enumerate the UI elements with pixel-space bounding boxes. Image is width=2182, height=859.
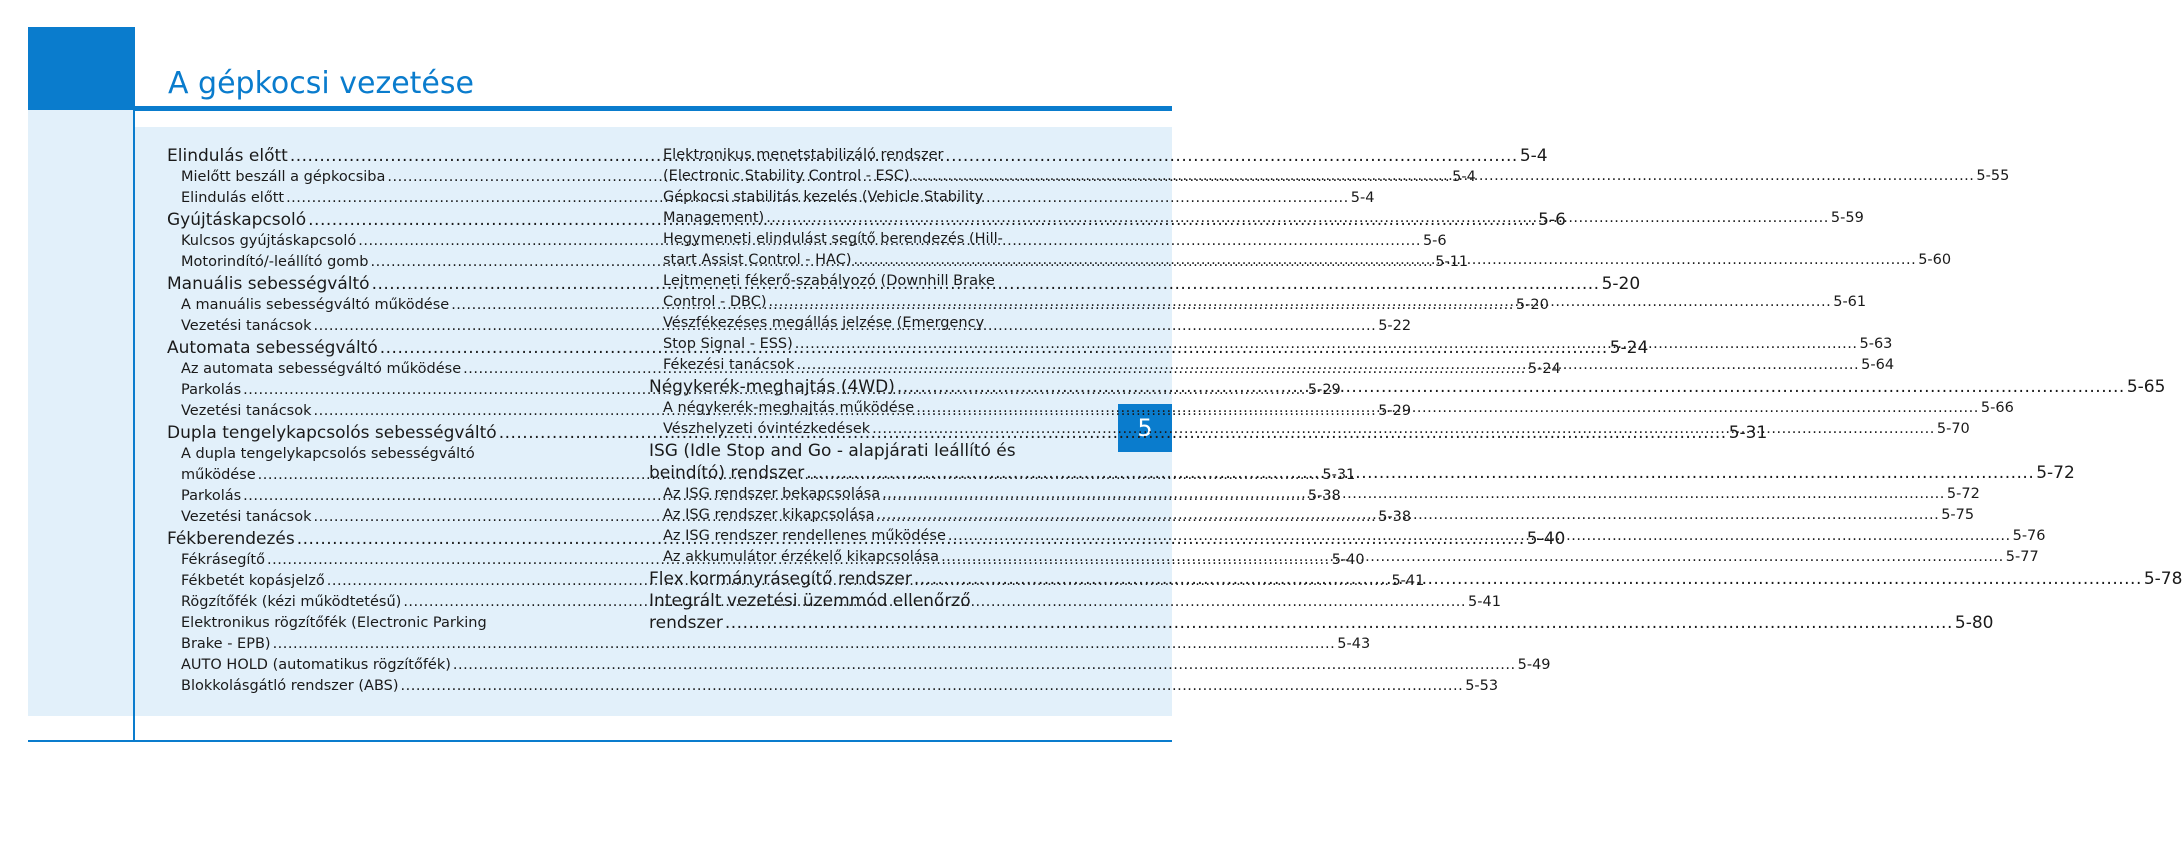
toc-page-number: 5-4 bbox=[1452, 169, 1476, 185]
leader-dots bbox=[912, 166, 1975, 187]
toc-subsection-title: start Assist Control - HAC) bbox=[663, 252, 852, 268]
toc-page-number: 5-40 bbox=[1331, 552, 1365, 568]
toc-page-number: 5-24 bbox=[1527, 361, 1561, 377]
corner-accent-block bbox=[28, 27, 134, 110]
toc-section-title: Elindulás előtt bbox=[167, 146, 288, 166]
toc-section-title: Manuális sebességváltó bbox=[167, 274, 370, 294]
toc-subsection-title: Vezetési tanácsok bbox=[181, 318, 312, 334]
toc-page-number: 5-59 bbox=[1830, 210, 1864, 226]
toc-subsection-title: Az automata sebességváltó működése bbox=[181, 361, 462, 377]
leader-dots bbox=[769, 292, 1832, 313]
toc-subsection-title: Control - DBC) bbox=[663, 294, 767, 310]
toc-page-number: 5-72 bbox=[1946, 486, 1980, 502]
toc-page-number: 5-22 bbox=[1378, 318, 1412, 334]
toc-section-title: beindító) rendszer bbox=[649, 463, 805, 483]
toc-subsection-title: Az akkumulátor érzékelő kikapcsolása bbox=[663, 549, 940, 565]
leader-dots bbox=[882, 484, 1945, 505]
toc-page-number: 5-76 bbox=[2012, 528, 2046, 544]
leader-dots bbox=[796, 355, 1859, 376]
toc-page-number: 5-20 bbox=[1515, 297, 1549, 313]
toc-subsection-first-line[interactable]: Hegymeneti elindulást segítő berendezés (Hill- bbox=[663, 231, 1003, 247]
toc-subsection-title: Fékbetét kopásjelző bbox=[181, 573, 325, 589]
leader-dots bbox=[941, 547, 2004, 568]
leader-dots bbox=[401, 676, 1464, 697]
bottom-rule bbox=[28, 740, 1172, 742]
toc-page-number: 5-43 bbox=[1337, 636, 1371, 652]
toc-subsection-title: Kulcsos gyújtáskapcsoló bbox=[181, 233, 357, 249]
toc-page-number: 5-6 bbox=[1538, 210, 1566, 230]
toc-section-title: Négykerék-meghajtás (4WD) bbox=[649, 377, 895, 397]
toc-page-number: 5-65 bbox=[2126, 377, 2166, 397]
toc-page-number: 5-38 bbox=[1307, 488, 1341, 504]
leader-dots bbox=[725, 612, 1953, 634]
toc-subsection-title: működése bbox=[181, 467, 256, 483]
toc-page-number: 5-78 bbox=[2143, 569, 2182, 589]
toc-page-number: 5-64 bbox=[1861, 357, 1895, 373]
toc-subsection[interactable] bbox=[167, 655, 1551, 676]
toc-page-number: 5-49 bbox=[1517, 657, 1551, 673]
toc-page-number: 5-70 bbox=[1936, 421, 1970, 437]
toc-subsection-first-line[interactable]: Elektronikus menetstabilizáló rendszer bbox=[663, 147, 944, 163]
toc-subsection-title: Az ISG rendszer kikapcsolása bbox=[663, 507, 875, 523]
toc-subsection-title: Az ISG rendszer bekapcsolása bbox=[663, 486, 881, 502]
leader-dots bbox=[914, 568, 2142, 590]
toc-subsection-title: Vezetési tanácsok bbox=[181, 509, 312, 525]
toc-page-number: 5-55 bbox=[1976, 168, 2010, 184]
toc-subsection-title: AUTO HOLD (automatikus rögzítőfék) bbox=[181, 657, 451, 673]
toc-subsection-first-line[interactable]: Elektronikus rögzítőfék (Electronic Parking bbox=[181, 615, 487, 631]
toc-page-number: 5-77 bbox=[2005, 549, 2039, 565]
toc-subsection-first-line[interactable]: Lejtmeneti fékerő-szabályozó (Downhill Brake bbox=[663, 273, 995, 289]
toc-page-number: 5-72 bbox=[2036, 463, 2075, 483]
toc-subsection-title: Stop Signal - ESS) bbox=[663, 336, 793, 352]
page-title: A gépkocsi vezetése bbox=[168, 66, 474, 101]
toc-section-first-line[interactable]: Integrált vezetési üzemmód ellenőrző bbox=[649, 591, 971, 611]
left-margin-band bbox=[28, 110, 134, 716]
toc-subsection-title: Vezetési tanácsok bbox=[181, 403, 312, 419]
toc-page-number: 5-63 bbox=[1859, 336, 1893, 352]
toc-page-number: 5-41 bbox=[1391, 573, 1425, 589]
leader-dots bbox=[877, 505, 1940, 526]
toc-page-number: 5-20 bbox=[1601, 274, 1641, 294]
toc-subsection-title: A négykerék-meghajtás működése bbox=[663, 400, 915, 416]
toc-subsection-title: Brake - EPB) bbox=[181, 636, 271, 652]
leader-dots bbox=[806, 462, 2034, 484]
toc-subsection-title: Az ISG rendszer rendellenes működése bbox=[663, 528, 946, 544]
toc-subsection-title: A manuális sebességváltó működése bbox=[181, 297, 450, 313]
toc-page-number: 5-75 bbox=[1941, 507, 1975, 523]
leader-dots bbox=[273, 634, 1336, 655]
toc-subsection-title: Parkolás bbox=[181, 382, 242, 398]
toc-subsection-title: Mielőtt beszáll a gépkocsiba bbox=[181, 169, 386, 185]
toc-subsection-title: Motorindító/-leállító gomb bbox=[181, 254, 369, 270]
toc-page-number: 5-40 bbox=[1526, 529, 1566, 549]
leader-dots bbox=[948, 526, 2011, 547]
toc-page-number: 5-53 bbox=[1465, 678, 1499, 694]
toc-section-title: Dupla tengelykapcsolós sebességváltó bbox=[167, 423, 497, 443]
toc-page-number: 5-66 bbox=[1980, 400, 2014, 416]
toc-subsection-title: (Electronic Stability Control - ESC) bbox=[663, 168, 910, 184]
toc-page-number: 5-11 bbox=[1435, 254, 1469, 270]
toc-section-title: Gyújtáskapcsoló bbox=[167, 210, 307, 230]
toc-page-number: 5-38 bbox=[1378, 509, 1412, 525]
toc-page-number: 5-60 bbox=[1918, 252, 1952, 268]
toc-page-number: 5-29 bbox=[1378, 403, 1412, 419]
toc-section[interactable] bbox=[649, 612, 1994, 634]
toc-section-title: Fékberendezés bbox=[167, 529, 295, 549]
toc-page-number: 5-29 bbox=[1307, 382, 1341, 398]
toc-subsection-first-line[interactable]: A dupla tengelykapcsolós sebességváltó bbox=[181, 446, 475, 462]
toc-subsection-first-line[interactable]: Gépkocsi stabilitás kezelés (Vehicle Stability bbox=[663, 189, 984, 205]
toc-subsection-title: Fékrásegítő bbox=[181, 552, 265, 568]
leader-dots bbox=[916, 398, 1979, 419]
toc-page-number: 5-4 bbox=[1519, 146, 1548, 166]
toc-subsection-title: Elindulás előtt bbox=[181, 190, 285, 206]
toc-subsection-title: Rögzítőfék (kézi működtetésű) bbox=[181, 594, 402, 610]
toc-subsection[interactable] bbox=[167, 676, 1499, 697]
toc-subsection-title: Vészhelyzeti óvintézkedések bbox=[663, 421, 871, 437]
toc-page-number: 5-80 bbox=[1954, 613, 1994, 633]
title-underline bbox=[134, 106, 1172, 111]
toc-subsection-first-line[interactable]: Vészfékezéses megállás jelzése (Emergency bbox=[663, 315, 985, 331]
leader-dots bbox=[795, 334, 1858, 355]
toc-subsection-title: Blokkolásgátló rendszer (ABS) bbox=[181, 678, 399, 694]
leader-dots bbox=[854, 250, 1917, 271]
toc-subsection[interactable] bbox=[167, 634, 1371, 655]
leader-dots bbox=[897, 376, 2125, 398]
toc-section-title: Flex kormányrásegítő rendszer bbox=[649, 569, 912, 589]
leader-dots bbox=[453, 655, 1516, 676]
toc-page-number: 5-4 bbox=[1350, 190, 1375, 206]
toc-section-first-line[interactable]: ISG (Idle Stop and Go - alapjárati leállító és bbox=[649, 441, 1016, 461]
toc-page-number: 5-6 bbox=[1422, 233, 1447, 249]
toc-subsection-title: Management) bbox=[663, 210, 765, 226]
leader-dots bbox=[766, 208, 1829, 229]
toc-page-number: 5-41 bbox=[1468, 594, 1501, 610]
toc-section-title: rendszer bbox=[649, 613, 723, 633]
toc-page-number: 5-61 bbox=[1833, 294, 1867, 310]
leader-dots bbox=[872, 419, 1935, 440]
toc-page-number: 5-31 bbox=[1728, 423, 1768, 443]
toc-page-number: 5-24 bbox=[1609, 338, 1649, 358]
chapter-tab: 5 bbox=[1118, 404, 1172, 452]
toc-subsection-title: Parkolás bbox=[181, 488, 242, 504]
toc-page-number: 5-31 bbox=[1322, 467, 1356, 483]
toc-subsection-title: Fékezési tanácsok bbox=[663, 357, 795, 373]
toc-section-title: Automata sebességváltó bbox=[167, 338, 378, 358]
